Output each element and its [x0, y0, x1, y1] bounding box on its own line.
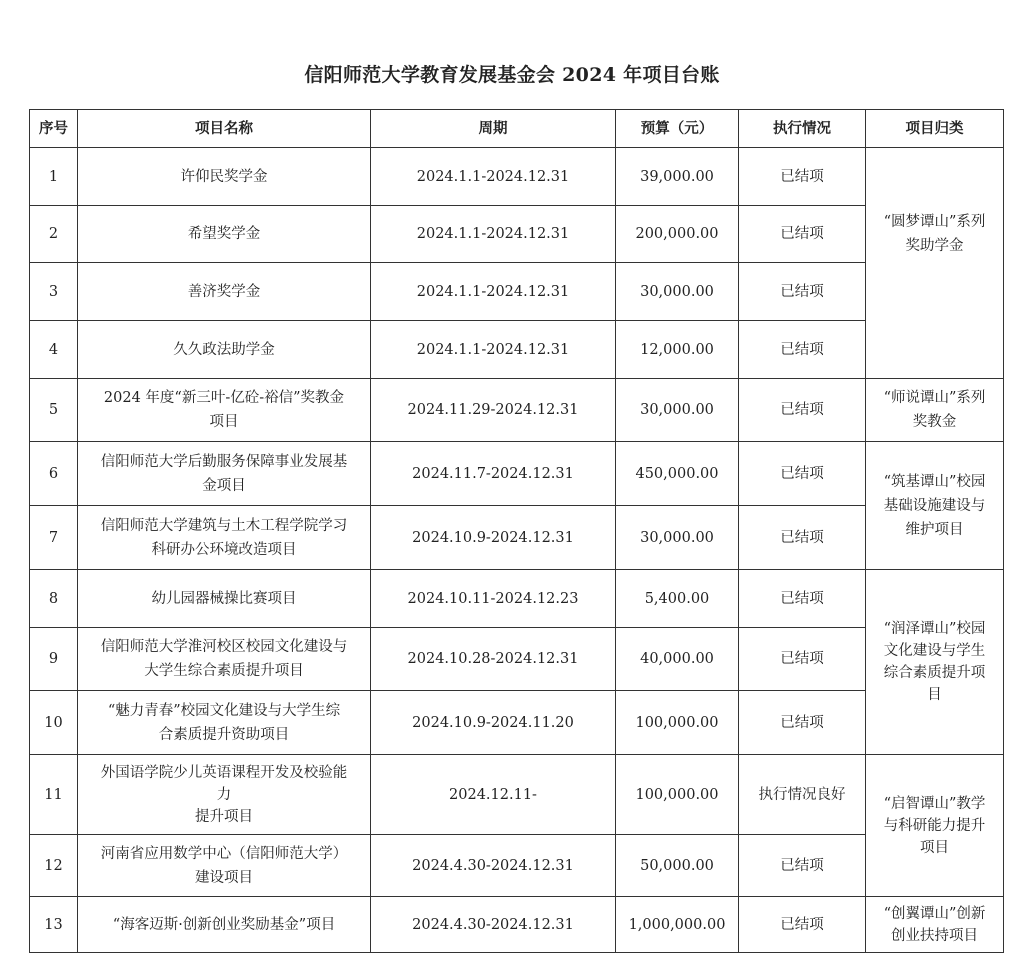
cell-name: 善济奖学金 [78, 263, 371, 321]
cell-seq: 7 [30, 506, 78, 570]
cell-period: 2024.1.1-2024.12.31 [371, 321, 616, 379]
cell-budget: 200,000.00 [616, 206, 739, 263]
cell-name [78, 628, 371, 691]
name-line: 2024 年度“新三叶-亿砼-裕信”奖教金 [103, 390, 345, 406]
category-line: “启智谭山”教学 [883, 795, 986, 812]
cell-seq: 2 [30, 206, 78, 263]
cell-status: 已结项 [739, 148, 866, 206]
table-row [30, 691, 1004, 755]
table-row [30, 835, 1004, 897]
header-budget: 预算（元） [616, 110, 739, 148]
header-status: 执行情况 [739, 110, 866, 148]
cell-name: 希望奖学金 [78, 206, 371, 263]
table-row [30, 442, 1004, 506]
cell-name [78, 755, 371, 835]
cell-budget: 100,000.00 [616, 755, 739, 835]
cell-period: 2024.10.28-2024.12.31 [371, 628, 616, 691]
category-line: 综合素质提升项 [883, 665, 986, 681]
cell-period: 2024.1.1-2024.12.31 [371, 206, 616, 263]
cell-category [866, 897, 1004, 953]
name-line: 力 [216, 786, 232, 803]
name-line: 外国语学院少儿英语课程开发及校验能 [100, 764, 348, 781]
cell-status: 已结项 [739, 506, 866, 570]
category-line: “师说谭山”系列 [883, 390, 986, 406]
page-title: 信阳师范大学教育发展基金会 2024 年项目台账 [304, 64, 720, 86]
category-line: “筑基谭山”校园 [883, 473, 986, 490]
category-line: 文化建设与学生 [883, 643, 986, 659]
name-line: 信阳师范大学建筑与土木工程学院学习 [100, 517, 348, 534]
cell-seq: 1 [30, 148, 78, 206]
cell-budget: 40,000.00 [616, 628, 739, 691]
cell-name: “海客迈斯·创新创业奖励基金”项目 [78, 897, 371, 953]
category-line: 维护项目 [905, 521, 964, 538]
cell-period: 2024.4.30-2024.12.31 [371, 835, 616, 897]
category-line: “圆梦谭山”系列 [883, 214, 986, 230]
table-row [30, 321, 1004, 379]
name-line: 提升项目 [195, 808, 253, 825]
cell-name [78, 506, 371, 570]
cell-period: 2024.10.9-2024.11.20 [371, 691, 616, 755]
cell-budget: 100,000.00 [616, 691, 739, 755]
cell-budget: 30,000.00 [616, 263, 739, 321]
header-seq: 序号 [30, 110, 78, 148]
header-category: 项目归类 [866, 110, 1004, 148]
cell-name [78, 379, 371, 442]
name-line: “魅力青春”校园文化建设与大学生综 [107, 702, 341, 719]
table-row [30, 628, 1004, 691]
cell-name: 久久政法助学金 [78, 321, 371, 379]
cell-category [866, 379, 1004, 442]
cell-status: 已结项 [739, 897, 866, 953]
name-line: 大学生综合素质提升项目 [144, 663, 304, 679]
cell-seq: 12 [30, 835, 78, 897]
name-line: 合素质提升资助项目 [158, 726, 290, 743]
cell-seq: 4 [30, 321, 78, 379]
name-line: 项目 [209, 414, 239, 430]
cell-status: 已结项 [739, 691, 866, 755]
cell-period: 2024.12.11- [371, 755, 616, 835]
category-line: 与科研能力提升 [883, 817, 986, 834]
cell-budget: 5,400.00 [616, 570, 739, 628]
table-row [30, 148, 1004, 206]
cell-budget: 1,000,000.00 [616, 897, 739, 953]
name-line: 信阳师范大学淮河校区校园文化建设与 [100, 639, 348, 655]
cell-seq: 5 [30, 379, 78, 442]
cell-seq: 10 [30, 691, 78, 755]
cell-category [866, 755, 1004, 897]
table-row [30, 755, 1004, 835]
cell-period: 2024.10.9-2024.12.31 [371, 506, 616, 570]
cell-budget: 30,000.00 [616, 379, 739, 442]
category-line: 奖助学金 [905, 238, 964, 254]
cell-status: 已结项 [739, 263, 866, 321]
name-line: 建设项目 [195, 869, 253, 886]
cell-seq: 9 [30, 628, 78, 691]
cell-category [866, 148, 1004, 379]
cell-period: 2024.1.1-2024.12.31 [371, 263, 616, 321]
cell-name: 许仰民奖学金 [78, 148, 371, 206]
table-row [30, 206, 1004, 263]
cell-status: 已结项 [739, 321, 866, 379]
name-line: 金项目 [202, 477, 246, 494]
category-line: “润泽谭山”校园 [883, 621, 986, 637]
cell-status: 已结项 [739, 379, 866, 442]
cell-name [78, 835, 371, 897]
category-line: 基础设施建设与 [883, 497, 986, 514]
cell-period: 2024.4.30-2024.12.31 [371, 897, 616, 953]
cell-category [866, 570, 1004, 755]
cell-name [78, 442, 371, 506]
table-row [30, 570, 1004, 628]
cell-status: 已结项 [739, 628, 866, 691]
cell-name: 幼儿园器械操比赛项目 [78, 570, 371, 628]
cell-period: 2024.11.29-2024.12.31 [371, 379, 616, 442]
cell-seq: 3 [30, 263, 78, 321]
cell-period: 2024.1.1-2024.12.31 [371, 148, 616, 206]
cell-name [78, 691, 371, 755]
cell-budget: 30,000.00 [616, 506, 739, 570]
name-line: 科研办公环境改造项目 [151, 541, 297, 558]
cell-status: 已结项 [739, 206, 866, 263]
name-line: 信阳师范大学后勤服务保障事业发展基 [100, 453, 348, 470]
category-line: “创翼谭山”创新 [883, 905, 986, 922]
cell-status: 已结项 [739, 442, 866, 506]
table-row [30, 897, 1004, 953]
cell-status: 已结项 [739, 570, 866, 628]
category-line: 目 [927, 687, 942, 703]
cell-status: 执行情况良好 [739, 755, 866, 835]
header-period: 周期 [371, 110, 616, 148]
table-header-row [30, 110, 1004, 148]
project-ledger-table [29, 109, 1004, 953]
category-line: 项目 [920, 839, 949, 856]
table-row [30, 379, 1004, 442]
header-name: 项目名称 [78, 110, 371, 148]
cell-budget: 39,000.00 [616, 148, 739, 206]
cell-budget: 50,000.00 [616, 835, 739, 897]
category-line: 奖教金 [912, 414, 957, 430]
cell-period: 2024.10.11-2024.12.23 [371, 570, 616, 628]
name-line: 河南省应用数学中心（信阳师范大学） [100, 845, 348, 862]
cell-category [866, 442, 1004, 570]
cell-seq: 6 [30, 442, 78, 506]
cell-status: 已结项 [739, 835, 866, 897]
cell-budget: 12,000.00 [616, 321, 739, 379]
cell-seq: 13 [30, 897, 78, 953]
table-row [30, 263, 1004, 321]
cell-period: 2024.11.7-2024.12.31 [371, 442, 616, 506]
cell-budget: 450,000.00 [616, 442, 739, 506]
table-row [30, 506, 1004, 570]
cell-seq: 8 [30, 570, 78, 628]
category-line: 创业扶持项目 [891, 927, 978, 944]
cell-seq: 11 [30, 755, 78, 835]
